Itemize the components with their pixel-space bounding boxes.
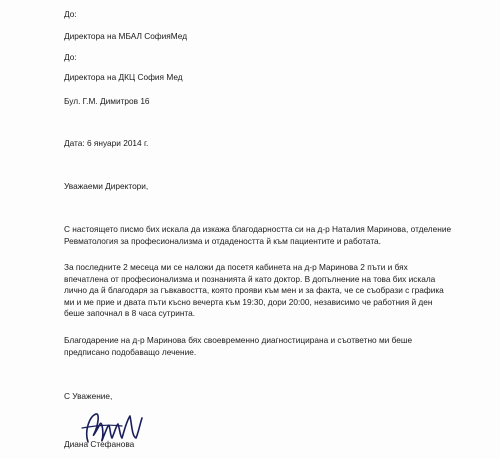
- paragraph-line: беше започнал в 8 часа сутринта.: [64, 308, 196, 319]
- recipient-1: Директора на МБАЛ СофияМед: [64, 31, 188, 41]
- paragraph-line: За последните 2 месеца ми се наложи да посетя кабинета на д-р Маринова 2 пъти и бях: [64, 262, 408, 272]
- paragraph-line: С настоящето писмо бих искала да изкажа благодарността си на д-р Наталия Маринова, отделение: [64, 224, 452, 234]
- address-line: Бул. Г.М. Димитров 16: [64, 96, 150, 106]
- paragraph-2: [64, 262, 444, 320]
- to-label-2: До:: [64, 52, 77, 62]
- closing: С Уважение,: [64, 391, 113, 401]
- paragraph-line: ми и ме прие и двата пъти късно вечерта към 19:30, дори 20:00, независимо че работния й ден: [64, 296, 433, 307]
- paragraph-line: Ревматология за професионализма и отдадеността й към пациентите и работата.: [64, 235, 381, 246]
- to-label-1: До:: [64, 9, 77, 19]
- paragraph-1: [64, 224, 452, 247]
- signer-name: Диана Стефанова: [64, 439, 135, 449]
- letter-date: Дата: 6 януари 2014 г.: [64, 138, 149, 148]
- paragraph-line: впечатлена от професионализма и познанията й като доктор. В допълнение на това бих искала: [64, 273, 436, 284]
- paragraph-line: Благодарение на д-р Маринова бях своевременно диагностицирана и съответно ми беше: [64, 335, 413, 345]
- greeting: Уважаеми Директори,: [64, 181, 149, 191]
- paragraph-3: [64, 335, 444, 358]
- paragraph-line: предписано подобаващо лечение.: [64, 346, 197, 357]
- paragraph-line: лично да й благодаря за гъвкавостта, която прояви към мен и за факта, че се съобрази с графика: [64, 285, 444, 296]
- recipient-2: Директора на ДКЦ София Мед: [64, 72, 183, 82]
